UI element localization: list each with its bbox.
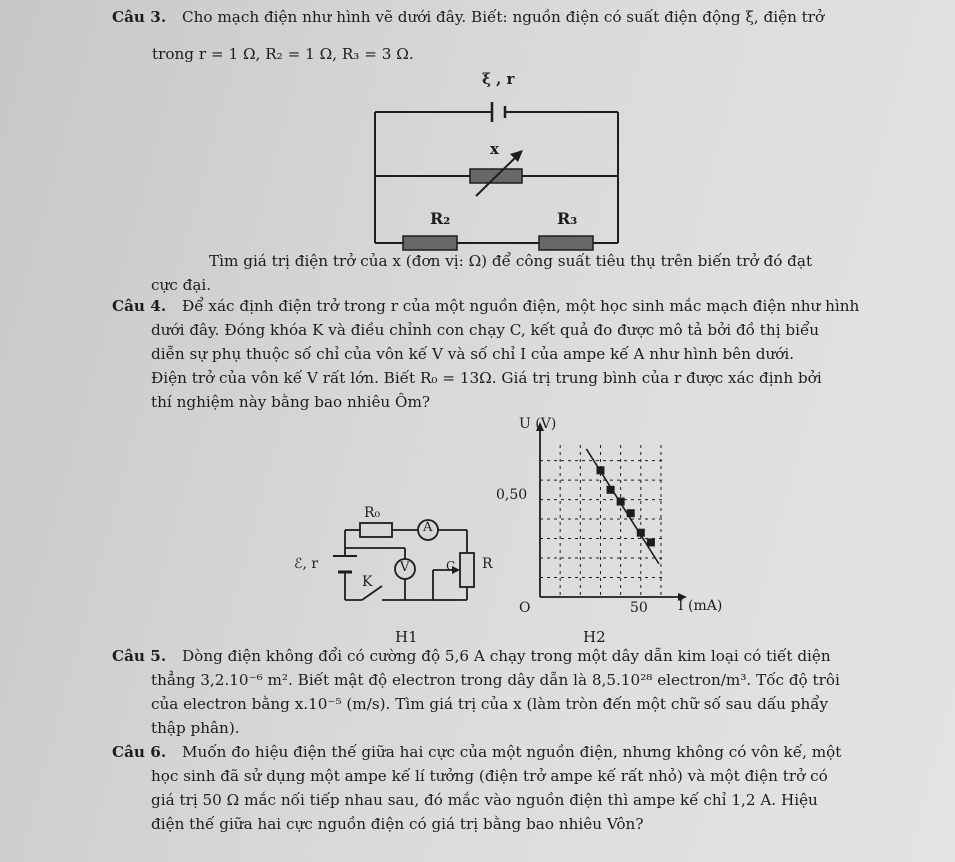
h1-r0-label: R₀ [364,505,381,521]
q4-line-4: Điện trở của vôn kế V rất lớn. Biết R₀ = 13Ω. Giá trị trung bình của r được xác định bởi [151,369,822,387]
q6-line-4: điện thế giữa hai cực nguồn điện có giá trị bằng bao nhiêu Vôn? [151,815,644,833]
q6-line-2: học sinh đã sử dụng một ampe kế lí tưởng (điện trở ampe kế rất nhỏ) và một điện trở có [151,767,828,785]
q4-line-1: Để xác định điện trở trong r của một nguồn điện, một học sinh mắc mạch điện như hình [182,297,860,315]
h1-source-label: ℰ, r [294,556,319,572]
q4-line-3: diễn sự phụ thuộc số chỉ của vôn kế V và số chỉ I của ampe kế A như hình bên dưới. [151,345,795,363]
h2-caption: H2 [583,628,606,646]
q3-number: Câu 3. [112,8,167,26]
q6-number: Câu 6. [112,743,167,761]
h1-ammeter-label: A [423,520,433,535]
q6-line-1: Muốn đo hiệu điện thế giữa hai cực của một nguồn điện, nhưng không có vôn kế, một [182,743,842,761]
h1-voltmeter-label: V [400,560,410,575]
q3-line-1: Cho mạch điện như hình vẽ dưới đây. Biết: nguồn điện có suất điện động ξ, điện trở [182,8,825,26]
q3-source-label: ξ , r [482,70,515,88]
q4-line-2: dưới đây. Đóng khóa K và điều chỉnh con chạy C, kết quả đo được mô tả bởi đồ thị biểu [151,321,820,339]
q3-line-2: trong r = 1 Ω, R₂ = 1 Ω, R₃ = 3 Ω. [152,45,414,63]
data-point [637,529,645,537]
q3-r3-label: R₃ [557,209,578,228]
q3-variable-resistor-label: x [490,140,499,158]
q5-line-2: thẳng 3,2.10⁻⁶ m². Biết mật độ electron trong dây dẫn là 8,5.10²⁸ electron/m³. Tốc độ trôi [151,671,840,689]
h1-rheostat-label: R [482,556,493,572]
h2-origin-label: O [519,600,531,616]
q3-line-4: cực đại. [151,276,212,294]
h2-x-tick-label: 50 [630,600,648,616]
data-point [607,486,615,494]
h2-y-tick-label: 0,50 [496,487,528,503]
h1-switch-label: K [362,574,373,590]
q3-r2-label: R₂ [430,209,451,228]
q5-line-4: thập phân). [151,719,240,737]
fit-line [586,449,659,564]
data-point [596,466,604,474]
q3-line-3: Tìm giá trị điện trở của x (đơn vị: Ω) để công suất tiêu thụ trên biến trở đó đạt [209,252,813,270]
h1-slider-label: C [446,559,456,573]
data-point [617,498,625,506]
data-point [647,538,655,546]
h2-y-axis-label: U (V) [519,416,557,432]
q5-line-1: Dòng điện không đổi có cường độ 5,6 A chạy trong một dây dẫn kim loại có tiết diện [182,647,831,665]
h2-x-axis-label: I (mA) [678,598,723,614]
q6-line-3: giá trị 50 Ω mắc nối tiếp nhau sau, đó mắc vào nguồn điện thì ampe kế chỉ 1,2 A. Hiệu [151,791,818,809]
data-point [627,509,635,517]
q5-number: Câu 5. [112,647,167,665]
q5-line-3: của electron bằng x.10⁻⁵ (m/s). Tìm giá trị của x (làm tròn đến một chữ số sau dấu phẩy [151,695,829,713]
h1-caption: H1 [395,628,418,646]
q4-line-5: thí nghiệm này bằng bao nhiêu Ôm? [151,393,431,411]
q4-number: Câu 4. [112,297,167,315]
